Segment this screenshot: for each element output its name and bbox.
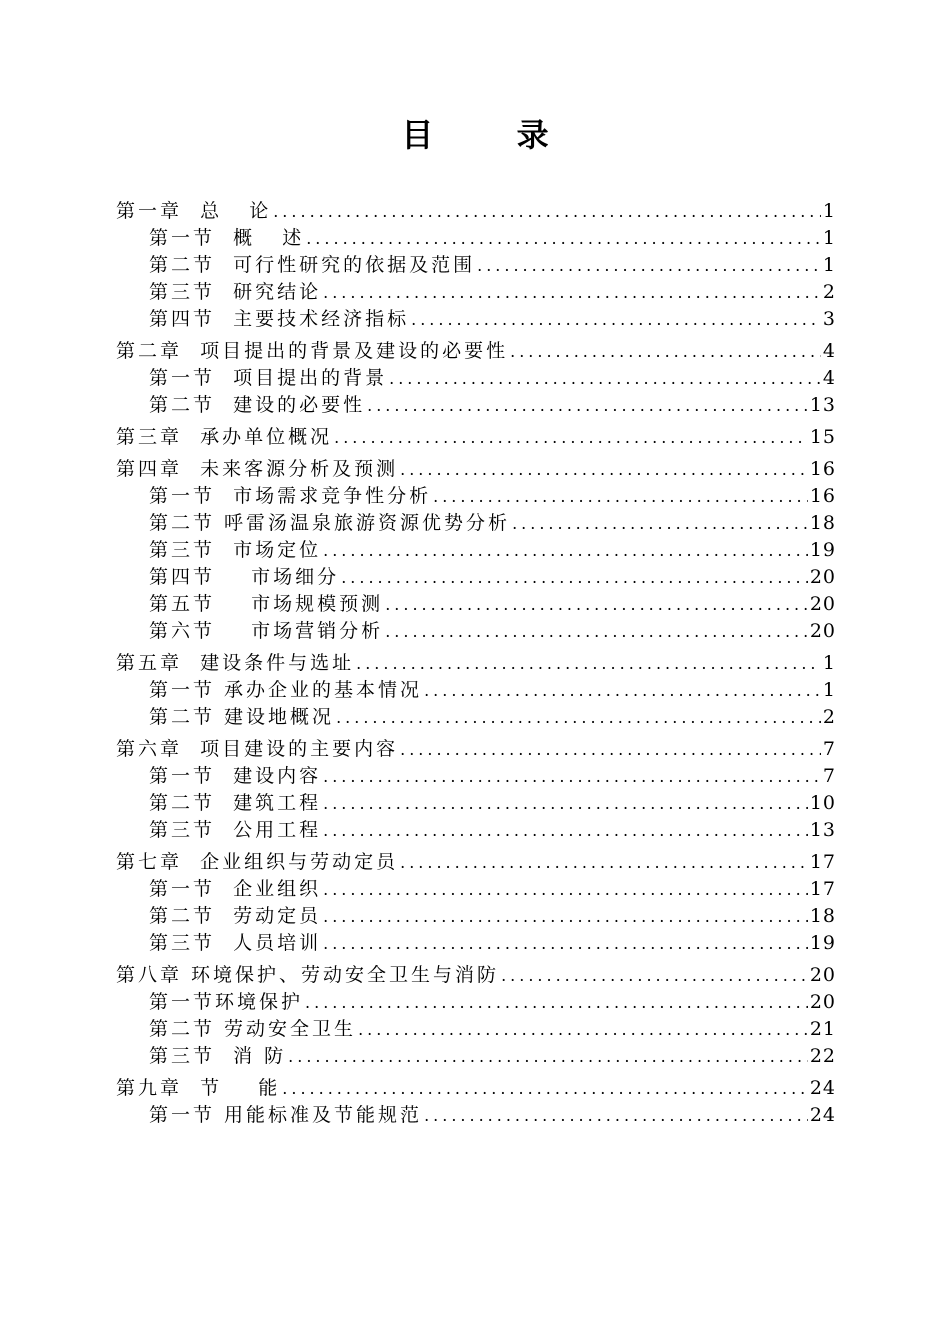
toc-page-number: 20: [809, 991, 836, 1013]
toc-entry-title: 项目提出的背景: [215, 367, 388, 389]
toc-page-number: 3: [822, 308, 836, 330]
toc-dot-leader: [323, 790, 808, 817]
toc-entry-label: 第三节: [149, 539, 216, 561]
toc-chapter-entry[interactable]: [116, 849, 836, 876]
toc-entry-title: 企业组织: [215, 878, 322, 900]
toc-page-number: 1: [822, 652, 836, 674]
toc-entry-title: 未来客源分析及预测: [182, 458, 399, 480]
toc-entry-label: 第二节: [149, 394, 216, 416]
toc-entry-label: 第一章: [116, 200, 183, 222]
toc-page-number: 13: [809, 819, 836, 841]
toc-section-entry[interactable]: [116, 591, 836, 618]
toc-section-entry[interactable]: [116, 763, 836, 790]
toc-dot-leader: [385, 591, 808, 618]
toc-chapter-entry[interactable]: [116, 650, 836, 677]
toc-entry-title: 劳动定员: [215, 905, 322, 927]
toc-dot-leader: [323, 537, 808, 564]
toc-page-number: 20: [809, 593, 836, 615]
toc-entry-title: 环境保护: [215, 991, 304, 1013]
toc-entry-label: 第四节: [149, 566, 216, 588]
toc-entry-title: 企业组织与劳动定员: [182, 851, 399, 873]
toc-entry-title: 节 能: [182, 1077, 281, 1099]
toc-dot-leader: [323, 279, 821, 306]
toc-dot-leader: [389, 365, 821, 392]
toc-section-entry[interactable]: [116, 790, 836, 817]
toc-dot-leader: [282, 1075, 808, 1102]
toc-entry-title: 市场规模预测: [215, 593, 384, 615]
toc-page-number: 22: [809, 1045, 836, 1067]
toc-section-entry[interactable]: [116, 989, 836, 1016]
toc-entry-title: 市场细分: [215, 566, 340, 588]
toc-dot-leader: [385, 618, 808, 645]
toc-dot-leader: [512, 510, 808, 537]
toc-entry-title: 研究结论: [215, 281, 322, 303]
toc-dot-leader: [400, 849, 808, 876]
toc-dot-leader: [400, 736, 821, 763]
toc-dot-leader: [305, 989, 808, 1016]
toc-dot-leader: [510, 338, 821, 365]
toc-entry-title: 可行性研究的依据及范围: [215, 254, 476, 276]
toc-page-number: 1: [822, 227, 836, 249]
toc-section-entry[interactable]: [116, 1043, 836, 1070]
toc-entry-label: 第二节: [149, 792, 216, 814]
toc-page-number: 16: [809, 485, 836, 507]
toc-dot-leader: [477, 252, 821, 279]
toc-entry-label: 第八章: [116, 964, 183, 986]
toc-section-entry[interactable]: [116, 930, 836, 957]
toc-dot-leader: [334, 424, 808, 451]
table-of-contents: [116, 198, 836, 1129]
toc-entry-title: 项目提出的背景及建设的必要性: [182, 340, 509, 362]
toc-page-number: 18: [809, 905, 836, 927]
toc-entry-label: 第一节: [149, 679, 216, 701]
toc-dot-leader: [433, 483, 808, 510]
toc-section-entry[interactable]: [116, 279, 836, 306]
toc-entry-title: 概 述: [215, 227, 305, 249]
toc-entry-title: 建设内容: [215, 765, 322, 787]
toc-section-entry[interactable]: [116, 537, 836, 564]
toc-entry-label: 第一节: [149, 878, 216, 900]
toc-entry-title: 建设地概况: [215, 706, 335, 728]
toc-dot-leader: [323, 903, 808, 930]
toc-section-entry[interactable]: [116, 483, 836, 510]
toc-section-entry[interactable]: [116, 903, 836, 930]
toc-page-number: 19: [809, 539, 836, 561]
toc-entry-label: 第一节: [149, 485, 216, 507]
toc-section-entry[interactable]: [116, 618, 836, 645]
toc-page-number: 17: [809, 878, 836, 900]
toc-entry-title: 承办单位概况: [182, 426, 333, 448]
toc-section-entry[interactable]: [116, 564, 836, 591]
toc-page-number: 7: [822, 738, 836, 760]
toc-dot-leader: [306, 225, 821, 252]
toc-entry-label: 第一节: [149, 367, 216, 389]
toc-entry-label: 第二节: [149, 706, 216, 728]
toc-entry-title: 劳动安全卫生: [215, 1018, 357, 1040]
toc-dot-leader: [336, 704, 821, 731]
page-title: 目 录: [401, 116, 585, 154]
toc-page-number: 20: [809, 964, 836, 986]
toc-page-number: 16: [809, 458, 836, 480]
toc-dot-leader: [288, 1043, 808, 1070]
toc-entry-label: 第三章: [116, 426, 183, 448]
toc-entry-label: 第二节: [149, 905, 216, 927]
toc-section-entry[interactable]: [116, 1102, 836, 1129]
toc-entry-label: 第二章: [116, 340, 183, 362]
toc-entry-label: 第六节: [149, 620, 216, 642]
toc-entry-label: 第六章: [116, 738, 183, 760]
toc-entry-label: 第三节: [149, 1045, 216, 1067]
toc-dot-leader: [424, 1102, 808, 1129]
toc-dot-leader: [501, 962, 808, 989]
toc-section-entry[interactable]: [116, 510, 836, 537]
toc-entry-label: 第四章: [116, 458, 183, 480]
toc-dot-leader: [358, 1016, 808, 1043]
toc-entry-label: 第三节: [149, 932, 216, 954]
toc-page-number: 2: [822, 281, 836, 303]
toc-entry-label: 第四节: [149, 308, 216, 330]
toc-chapter-entry[interactable]: [116, 456, 836, 483]
toc-entry-title: 总 论: [182, 200, 272, 222]
toc-entry-title: 项目建设的主要内容: [182, 738, 399, 760]
toc-dot-leader: [273, 198, 821, 225]
toc-entry-title: 人员培训: [215, 932, 322, 954]
toc-page-number: 1: [822, 200, 836, 222]
toc-page-number: 24: [809, 1077, 836, 1099]
toc-dot-leader: [411, 306, 821, 333]
toc-dot-leader: [400, 456, 808, 483]
toc-entry-label: 第三节: [149, 819, 216, 841]
toc-dot-leader: [367, 392, 808, 419]
toc-entry-title: 呼雷汤温泉旅游资源优势分析: [215, 512, 511, 534]
toc-entry-label: 第一节: [149, 991, 216, 1013]
toc-section-entry[interactable]: [116, 817, 836, 844]
toc-dot-leader: [341, 564, 808, 591]
toc-section-entry[interactable]: [116, 225, 836, 252]
toc-entry-title: 建筑工程: [215, 792, 322, 814]
toc-section-entry[interactable]: [116, 876, 836, 903]
toc-entry-label: 第九章: [116, 1077, 183, 1099]
toc-entry-label: 第一节: [149, 227, 216, 249]
toc-page-number: 24: [809, 1104, 836, 1126]
toc-chapter-entry[interactable]: [116, 424, 836, 451]
toc-chapter-entry[interactable]: [116, 736, 836, 763]
toc-entry-label: 第一节: [149, 1104, 216, 1126]
toc-entry-title: 建设的必要性: [215, 394, 366, 416]
toc-dot-leader: [323, 930, 808, 957]
toc-entry-title: 消 防: [215, 1045, 287, 1067]
toc-dot-leader: [424, 677, 821, 704]
toc-entry-title: 主要技术经济指标: [215, 308, 410, 330]
toc-entry-title: 市场定位: [215, 539, 322, 561]
toc-section-entry[interactable]: [116, 704, 836, 731]
toc-dot-leader: [323, 763, 821, 790]
toc-section-entry[interactable]: [116, 1016, 836, 1043]
toc-entry-title: 市场需求竞争性分析: [215, 485, 432, 507]
toc-page-number: 20: [809, 620, 836, 642]
toc-section-entry[interactable]: [116, 365, 836, 392]
toc-chapter-entry[interactable]: [116, 198, 836, 225]
toc-entry-label: 第三节: [149, 281, 216, 303]
toc-section-entry[interactable]: [116, 677, 836, 704]
toc-entry-title: 建设条件与选址: [182, 652, 355, 674]
toc-page-number: 18: [809, 512, 836, 534]
toc-page-number: 19: [809, 932, 836, 954]
toc-page-number: 13: [809, 394, 836, 416]
toc-entry-label: 第一节: [149, 765, 216, 787]
toc-entry-title: 承办企业的基本情况: [215, 679, 423, 701]
toc-entry-title: 用能标准及节能规范: [215, 1104, 423, 1126]
toc-page-number: 1: [822, 254, 836, 276]
toc-dot-leader: [356, 650, 821, 677]
toc-entry-title: 环境保护、劳动安全卫生与消防: [182, 964, 500, 986]
toc-entry-label: 第二节: [149, 512, 216, 534]
toc-section-entry[interactable]: [116, 392, 836, 419]
toc-entry-label: 第二节: [149, 254, 216, 276]
toc-page-number: 2: [822, 706, 836, 728]
toc-page-number: 21: [809, 1018, 836, 1040]
toc-page-number: 4: [822, 340, 836, 362]
toc-page-number: 7: [822, 765, 836, 787]
toc-section-entry[interactable]: [116, 306, 836, 333]
toc-dot-leader: [323, 817, 808, 844]
toc-page-number: 17: [809, 851, 836, 873]
toc-chapter-entry[interactable]: [116, 1075, 836, 1102]
toc-page-number: 20: [809, 566, 836, 588]
toc-entry-label: 第五章: [116, 652, 183, 674]
toc-entry-label: 第二节: [149, 1018, 216, 1040]
toc-section-entry[interactable]: [116, 252, 836, 279]
toc-dot-leader: [323, 876, 808, 903]
toc-entry-label: 第五节: [149, 593, 216, 615]
toc-page-number: 15: [809, 426, 836, 448]
toc-page-number: 4: [822, 367, 836, 389]
toc-page-number: 10: [809, 792, 836, 814]
toc-entry-title: 市场营销分析: [215, 620, 384, 642]
toc-entry-label: 第七章: [116, 851, 183, 873]
toc-chapter-entry[interactable]: [116, 338, 836, 365]
toc-chapter-entry[interactable]: [116, 962, 836, 989]
toc-entry-title: 公用工程: [215, 819, 322, 841]
toc-page-number: 1: [822, 679, 836, 701]
